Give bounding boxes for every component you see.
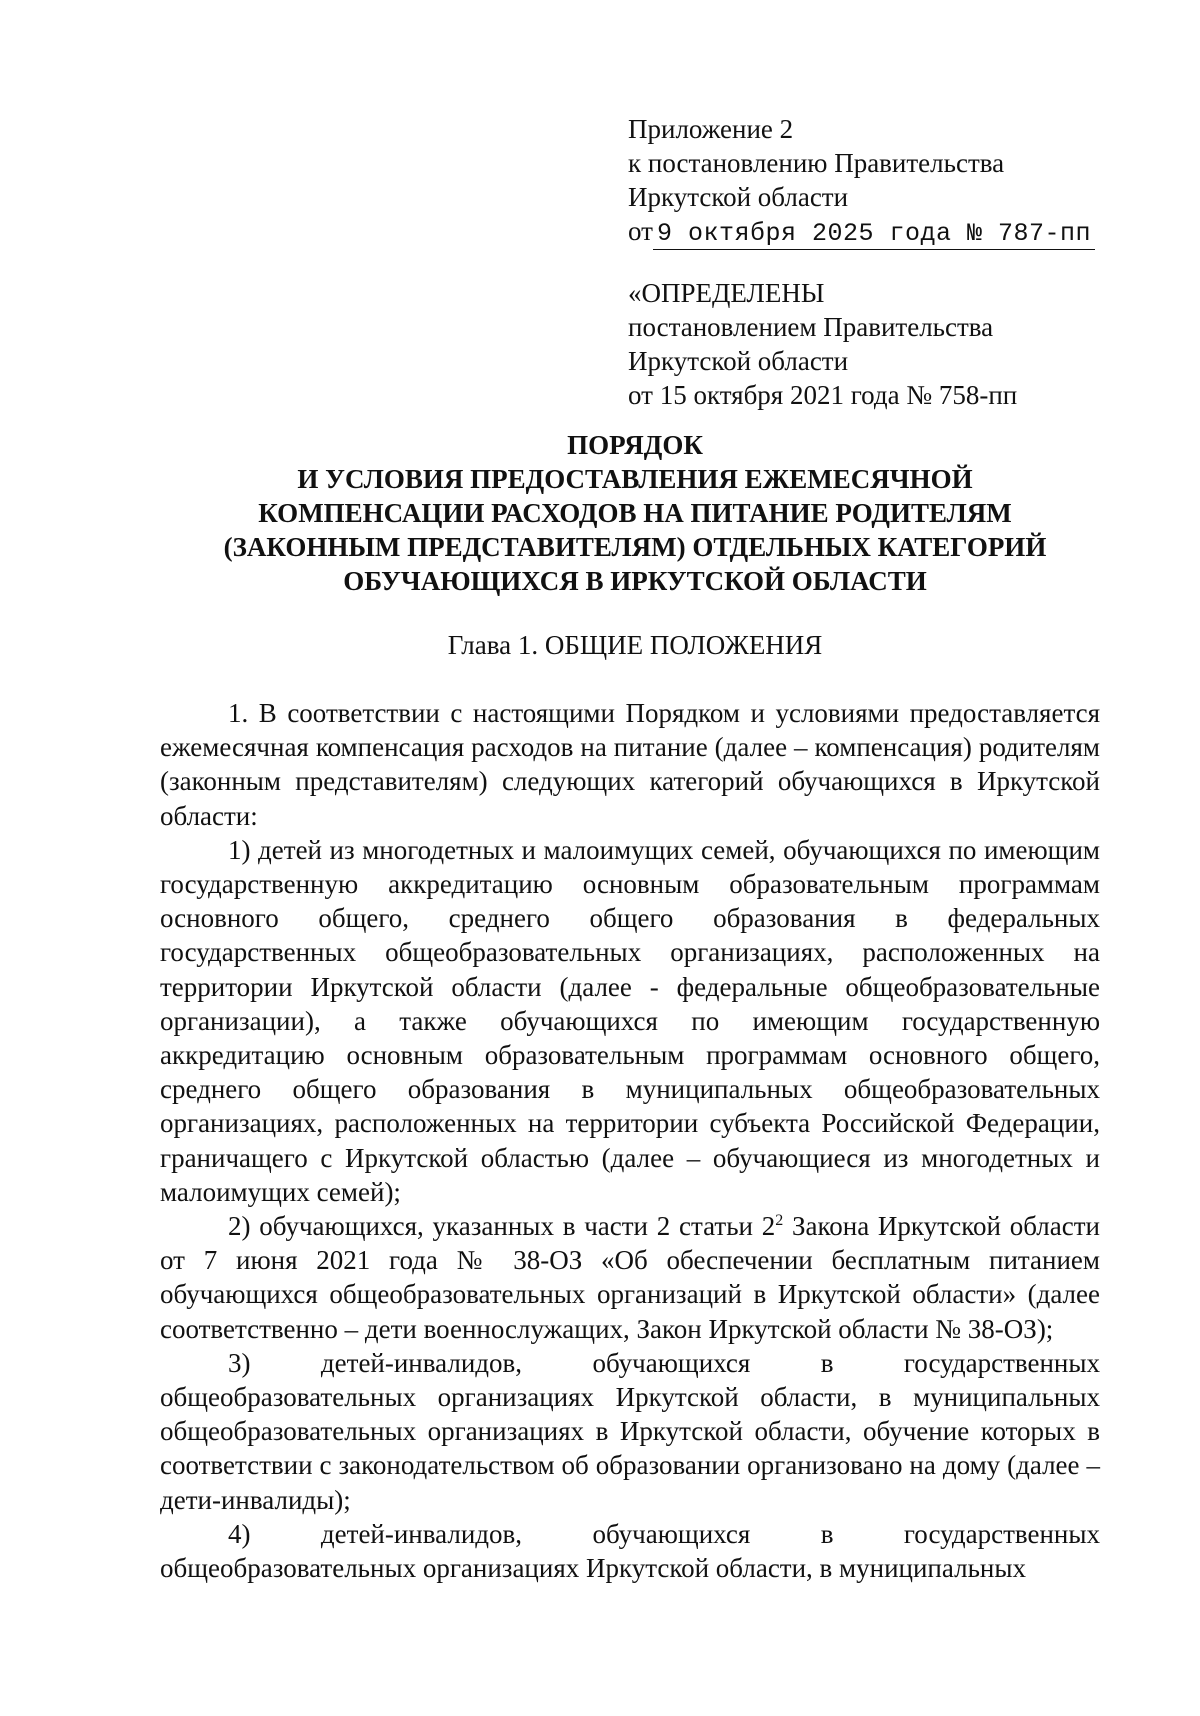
title-line-1: ПОРЯДОК: [567, 430, 703, 460]
document-title: [150, 428, 1120, 598]
item-2-superscript: 2: [775, 1212, 784, 1230]
title-line-5: ОБУЧАЮЩИХСЯ В ИРКУТСКОЙ ОБЛАСТИ: [343, 566, 927, 596]
appendix-number: Приложение 2: [628, 114, 794, 144]
appendix-to-resolution: к постановлению Правительства: [628, 148, 1005, 178]
approved-date: от 15 октября 2021 года № 758-пп: [628, 380, 1018, 410]
paragraph-item-4: 4) детей-инвалидов, обучающихся в государственных общеобразовательных организациях Иркутской области, в муниципальных: [160, 1518, 1100, 1584]
document-body: [160, 696, 1100, 1585]
paragraph-item-1: 1) детей из многодетных и малоимущих семей, обучающихся по имеющим государственную аккредитацию основным образовательным программам основного общего, среднего общего образования в федеральных государственных общеобразовательных организациях, расположенных на территории Иркутской области (далее - федеральные общеобразовательные организации), а также обучающихся по имеющим государственную аккредитацию основным образовательным программам основного общего, среднего общего образования в муниципальных общеобразовательных организациях, расположенных на территории субъекта Российской Федерации, граничащего с Иркутской областью (далее – обучающиеся из многодетных и малоимущих семей);: [160, 834, 1100, 1207]
title-line-3: КОМПЕНСАЦИИ РАСХОДОВ НА ПИТАНИЕ РОДИТЕЛЯМ: [258, 498, 1012, 528]
appendix-header: [628, 112, 1095, 250]
chapter-heading: Глава 1. ОБЩИЕ ПОЛОЖЕНИЯ: [447, 630, 823, 660]
item-2-text-start: 2) обучающихся, указанных в части 2 статьи 2: [228, 1211, 776, 1242]
title-line-2: И УСЛОВИЯ ПРЕДОСТАВЛЕНИЯ ЕЖЕМЕСЯЧНОЙ: [297, 464, 973, 494]
title-line-4: (ЗАКОННЫМ ПРЕДСТАВИТЕЛЯМ) ОТДЕЛЬНЫХ КАТЕГОРИЙ: [223, 532, 1047, 562]
item-2-text-end: Закона Иркутской области от 7 июня 2021 года № 38-ОЗ «Об обеспечении бесплатным питанием обучающихся общеобразовательных организаций в Иркутской области» (далее соответственно – дети военнослужащих, Закон Иркутской области № 38-ОЗ);: [160, 1211, 1100, 1344]
appendix-date-line: [628, 214, 1095, 250]
paragraph-item-2: [160, 1209, 1100, 1346]
appendix-region: Иркутской области: [628, 182, 849, 212]
approved-by: постановлением Правительства: [628, 312, 994, 342]
approved-region: Иркутской области: [628, 346, 849, 376]
approved-heading: «ОПРЕДЕЛЕНЫ: [628, 278, 825, 308]
paragraph-item-3: 3) детей-инвалидов, обучающихся в государственных общеобразовательных организациях Иркутской области, в муниципальных общеобразовательных организациях в Иркутской области, обучение которых в соответствии с законодательством об образовании организовано на дому (далее – дети-инвалиды);: [160, 1347, 1100, 1515]
approved-block: [628, 276, 1017, 412]
paragraph-1: 1. В соответствии с настоящими Порядком и условиями предоставляется ежемесячная компенсация расходов на питание (далее – компенсация) родителям (законным представителям) следующих категорий обучающихся в Иркутской области:: [160, 698, 1100, 831]
appendix-date-typed: 9 октября 2025 года № 787-пп: [653, 219, 1095, 250]
appendix-date-prefix: от: [628, 216, 653, 246]
